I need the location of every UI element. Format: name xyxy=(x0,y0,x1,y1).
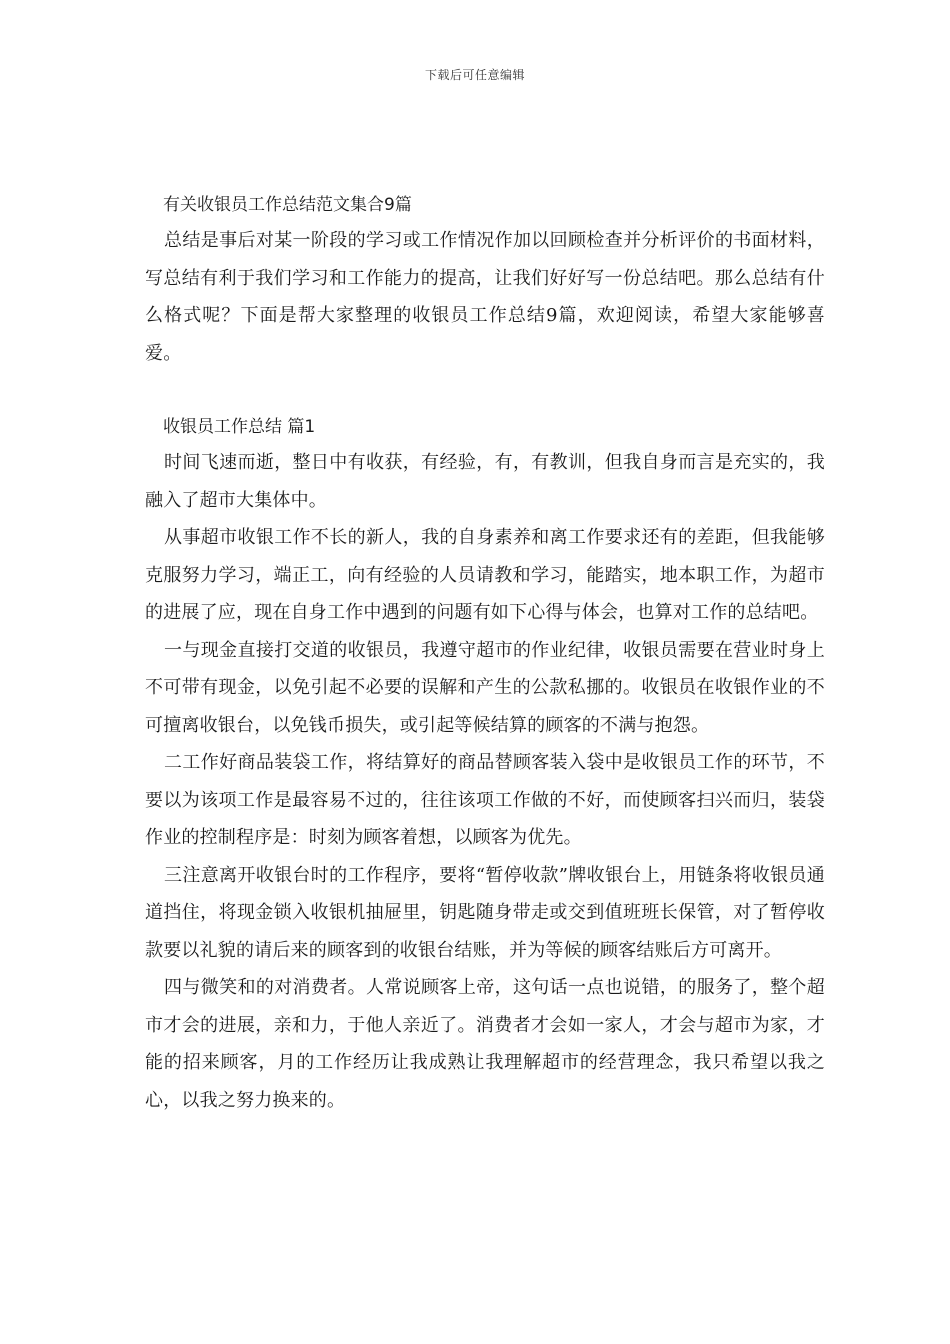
intro-paragraph: 总结是事后对某一阶段的学习或工作情况作加以回顾检查并分析评价的书面材料，写总结有利于我们学习和工作能力的提高，让我们好好写一份总结吧。那么总结有什么格式呢？下面是帮大家整理的收银员工作总结9篇，欢迎阅读，希望大家能够喜爱。 xyxy=(145,230,825,364)
section-heading: 收银员工作总结 篇1 xyxy=(163,417,316,437)
body-paragraph-1: 时间飞速而逝，整日中有收获，有经验，有，有教训，但我自身而言是充实的，我融入了超市大集体中。 xyxy=(145,452,825,511)
body-paragraph-3: 一与现金直接打交道的收银员，我遵守超市的作业纪律，收银员需要在营业时身上不可带有现金，以免引起不必要的误解和产生的公款私挪的。收银员在收银作业的不可擅离收银台，以免钱币损失，或引起等候结算的顾客的不满与抱怨。 xyxy=(145,639,825,736)
document-body xyxy=(145,188,825,1119)
header-note: 下载后可任意编辑 xyxy=(424,68,525,82)
body-paragraph-4: 二工作好商品装袋工作，将结算好的商品替顾客装入袋中是收银员工作的环节，不要以为该项工作是最容易不过的，往往该项工作做的不好，而使顾客扫兴而归，装袋作业的控制程序是：时刻为顾客着想，以顾客为优先。 xyxy=(145,752,825,848)
body-paragraph-2: 从事超市收银工作不长的新人，我的自身素养和离工作要求还有的差距，但我能够克服努力学习，端正工，向有经验的人员请教和学习，能踏实，地本职工作，为超市的进展了应，现在自身工作中遇到的问题有如下心得与体会，也算对工作的总结吧。 xyxy=(145,527,825,623)
body-paragraph-6: 四与微笑和的对消费者。人常说顾客上帝，这句话一点也说错，的服务了，整个超市才会的进展，亲和力，于他人亲近了。消费者才会如一家人，才会与超市为家，才能的招来顾客，月的工作经历让我成熟让我理解超市的经营理念，我只希望以我之心，以我之努力换来的。 xyxy=(145,977,825,1111)
body-paragraph-5: 三注意离开收银台时的工作程序，要将“暂停收款”牌收银台上，用链条将收银员通道挡住，将现金锁入收银机抽屉里，钥匙随身带走或交到值班班长保管，对了暂停收款要以礼貌的请后来的顾客到的收银台结账，并为等候的顾客结账后方可离开。 xyxy=(145,864,825,961)
document-title: 有关收银员工作总结范文集合9篇 xyxy=(163,195,412,215)
